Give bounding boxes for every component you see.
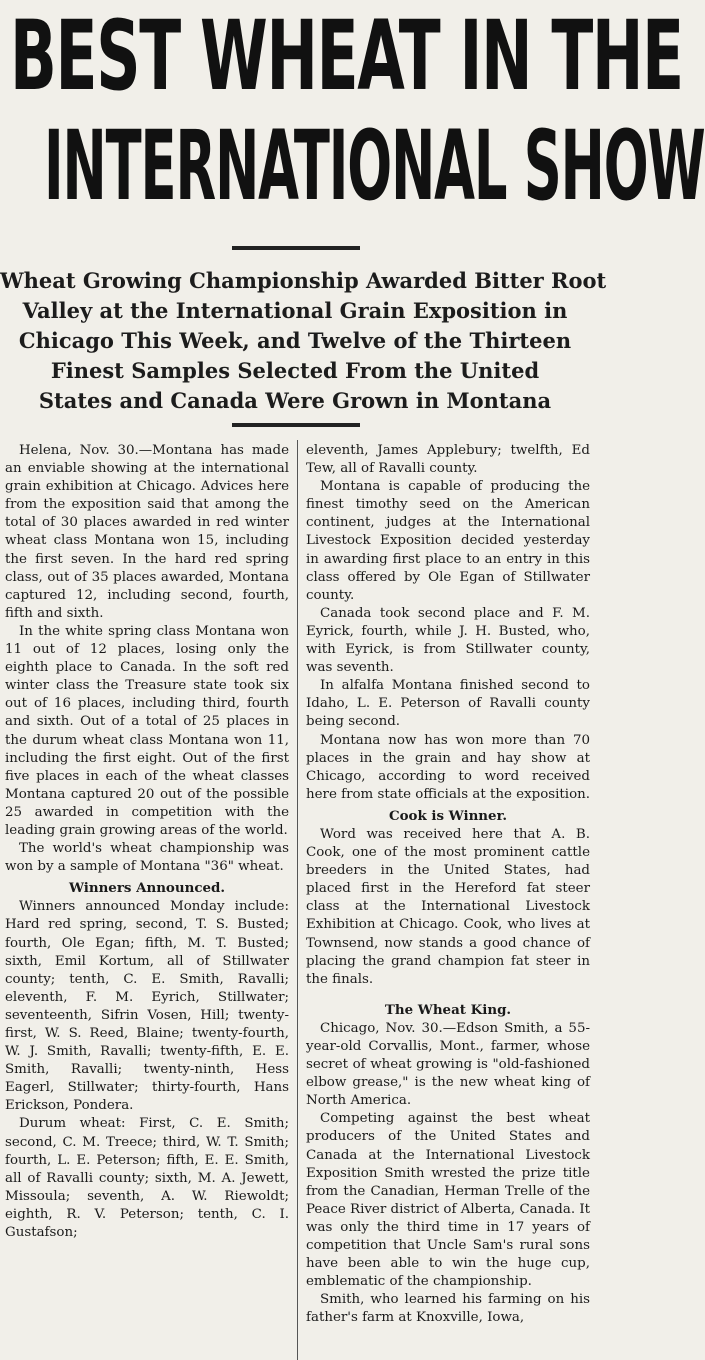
article-paragraph: Word was received here that A. B. Cook, one of the most prominent cattle breeders in the United States, had placed first in the Hereford fat steer class at the International Livestock Exhibition at Chicago. Cook, who lives at Townsend, now stands a good chance of placing the grand champion fat steer in the finals. (306, 826, 590, 987)
article-paragraph: Canada took second place and F. M. Eyrick, fourth, while J. H. Busted, who, with Eyrick, is from Stillwater county, was seventh. (306, 605, 590, 676)
article-paragraph: eleventh, James Applebury; twelfth, Ed Tew, all of Ravalli county. (306, 443, 590, 477)
article-paragraph: Durum wheat: First, C. E. Smith; second, C. M. Treece; third, W. T. Smith; fourth, L. E. Peterson; fifth, E. E. Smith, all of Ravalli county; sixth, M. A. Jewett, Missoula; seventh, A. W. Riewoldt; eighth, R. V. Peterson; tenth, C. I. Gustafson; (5, 1116, 289, 1241)
right-column (306, 442, 590, 1328)
article-paragraph: Competing against the best wheat producers of the United States and Canada at the International Livestock Exposition Smith wrested the prize title from the Canadian, Herman Trelle of the Peace River district of Alberta, Canada. It was only the third time in 17 years of competition that Uncle Sam's rural sons have been able to win the huge cup, emblematic of the championship. (306, 1111, 591, 1290)
section-heading: The Wheat King. (384, 1001, 512, 1018)
headline-divider (232, 246, 360, 250)
deck-line: States and Canada Were Grown in Montana (38, 388, 552, 413)
article-paragraph: Winners announced Monday include: Hard red spring, second, T. S. Busted; fourth, Ole Egan; fifth, M. T. Busted; sixth, Emil Kortum, all of Stillwater county; tenth, C. E. Smith, Ravalli; eleventh, F. M. Eyrich, Stillwater; seventeenth, Sifrin Vosen, Hill; twenty-first, W. S. Reed, Blaine; twenty-fourth, W. J. Smith, Ravalli; twenty-fifth, E. E. Smith, Ravalli; twenty-ninth, Hess Eagerl, Stillwater; thirty-fourth, Hans Erickson, Pondera. (5, 899, 289, 1114)
article-paragraph: Helena, Nov. 30.—Montana has made an enviable showing at the international grain exhibition at Chicago. Advices here from the exposition said that among the total of 30 places awarded in red winter wheat class Montana won 15, including the first seven. In the hard red spring class, out of 35 places awarded, Montana captured 12, including second, fourth, fifth and sixth. (5, 443, 289, 621)
deck-line: Finest Samples Selected From the United (50, 358, 540, 383)
subheadline-deck (0, 266, 607, 416)
article-paragraph: Montana now has won more than 70 places in the grain and hay show at Chicago, according to word received here from state officials at the exposition. (306, 732, 591, 802)
column-divider (297, 440, 298, 1360)
section-heading: Winners Announced. (68, 880, 226, 897)
section-heading: Cook is Winner. (388, 807, 508, 824)
headline-line-2: INTERNATIONAL SHOW (44, 110, 705, 222)
deck-line: Wheat Growing Championship Awarded Bitter Root (0, 268, 607, 293)
headline-line-1: BEST WHEAT IN THE (10, 0, 683, 112)
deck-divider (232, 423, 360, 427)
article-paragraph: Montana is capable of producing the finest timothy seed on the American continent, judges at the International Livestock Exposition decided yesterday in awarding first place to an entry in this class offered by Ole Egan of Stillwater county. (306, 479, 590, 603)
deck-line: Valley at the International Grain Exposition in (22, 298, 568, 323)
article-paragraph: Chicago, Nov. 30.—Edson Smith, a 55-year-old Corvallis, Mont., farmer, whose secret of wheat growing is "old-fashioned elbow grease," is the new wheat king of North America. (306, 1020, 590, 1109)
deck-line: Chicago This Week, and Twelve of the Thirteen (18, 328, 572, 353)
article-paragraph: In the white spring class Montana won 11 out of 12 places, losing only the eighth place to Canada. In the soft red winter class the Treasure state took six out of 16 places, including third, fourth and sixth. Out of a total of 25 places in the durum wheat class Montana won 11, including the first eight. Out of the first five places in each of the wheat classes Montana captured 20 out of the possible 25 awarded in competition with the leading grain growing areas of the world. (5, 623, 289, 838)
article-paragraph: In alfalfa Montana finished second to Idaho, L. E. Peterson of Ravalli county being second. (306, 678, 590, 730)
left-column (5, 442, 289, 1242)
article-paragraph: The world's wheat championship was won by a sample of Montana "36" wheat. (5, 841, 289, 875)
article-paragraph: Smith, who learned his farming on his father's farm at Knoxville, Iowa, (306, 1292, 590, 1326)
